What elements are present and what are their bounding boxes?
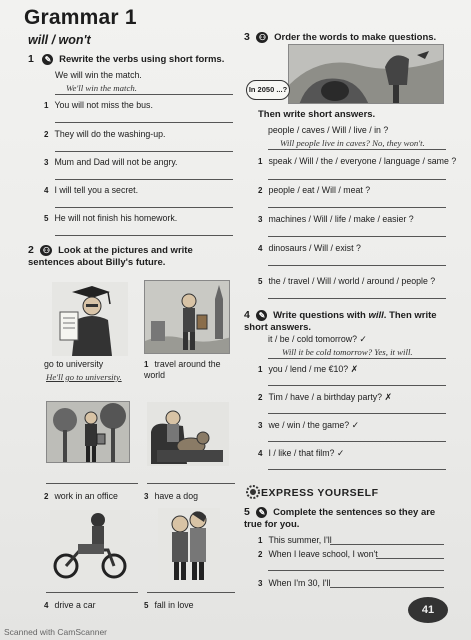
ex1-heading xyxy=(28,53,233,66)
ex2-caption-2: 2 work in an office xyxy=(44,491,118,501)
motorbike-picture xyxy=(50,510,130,580)
answer-line[interactable] xyxy=(55,235,233,236)
ex4-example: it / be / cold tomorrow? ✓ xyxy=(268,334,367,344)
ex3-item-5: 5 the / travel / Will / world / around / people ? xyxy=(258,276,436,286)
ex1-example-answer: We'll win the match. xyxy=(66,83,137,93)
pair-work-icon: ⚇ xyxy=(256,32,268,43)
ex1-item-1: 1 You will not miss the bus. xyxy=(44,100,153,110)
answer-line[interactable] xyxy=(147,592,235,593)
ex5-item-1: 1 This summer, I'll xyxy=(258,535,332,545)
answer-line[interactable] xyxy=(55,122,233,123)
ex3-number: 3 xyxy=(244,31,250,43)
pencil-icon: ✎ xyxy=(42,54,53,65)
ex5-item-2: 2 When I leave school, I won't xyxy=(258,549,378,559)
express-yourself-heading: EXPRESS YOURSELF xyxy=(261,487,379,499)
ex1-item-2: 2 They will do the washing-up. xyxy=(44,129,166,139)
ex2-instruction: Look at the pictures and write sentences about Billy's future. xyxy=(28,245,193,268)
ex3-item-2: 2 people / eat / Will / meat ? xyxy=(258,185,371,195)
traveler-picture xyxy=(144,280,230,354)
ex4-item-1: 1 you / lend / me €10? ✗ xyxy=(258,364,358,374)
answer-line xyxy=(55,94,233,95)
ex2-heading xyxy=(28,244,238,269)
ex1-item-5: 5 He will not finish his homework. xyxy=(44,213,178,223)
graduate-picture xyxy=(52,282,128,356)
answer-line[interactable] xyxy=(268,298,446,299)
ex1-example: We will win the match. xyxy=(55,70,142,80)
answer-line[interactable] xyxy=(376,558,444,559)
ex2-caption-3: 3 have a dog xyxy=(144,491,198,501)
answer-line[interactable] xyxy=(268,385,446,386)
pencil-icon: ✎ xyxy=(256,507,267,518)
ex1-item-4: 4 I will tell you a secret. xyxy=(44,185,139,195)
answer-line[interactable] xyxy=(268,265,446,266)
ex1-instruction: Rewrite the verbs using short forms. xyxy=(59,54,225,65)
answer-line[interactable] xyxy=(268,179,446,180)
answer-line[interactable] xyxy=(46,592,138,593)
ex3-heading xyxy=(244,31,459,44)
pencil-icon: ✎ xyxy=(256,310,267,321)
ex3-item-1: 1 speak / Will / the / everyone / language / same ? xyxy=(258,156,457,166)
answer-line[interactable] xyxy=(268,570,444,571)
answer-line xyxy=(268,358,446,359)
ex3-item-3: 3 machines / Will / life / make / easier ? xyxy=(258,214,414,224)
speech-bubble: In 2050 ...? xyxy=(246,80,290,100)
answer-line[interactable] xyxy=(330,587,444,588)
ex1-number: 1 xyxy=(28,53,34,65)
ex3-item-4: 4 dinosaurs / Will / exist ? xyxy=(258,243,361,253)
ex4-number: 4 xyxy=(244,309,250,321)
ex3-example-answer: Will people live in caves? No, they won't. xyxy=(280,138,425,148)
ex5-heading xyxy=(244,506,444,531)
office-picture xyxy=(46,401,130,463)
gear-icon xyxy=(244,483,262,501)
ex3-then-instruction: Then write short answers. xyxy=(258,109,376,120)
answer-line[interactable] xyxy=(55,179,233,180)
ex1-item-3: 3 Mum and Dad will not be angry. xyxy=(44,157,178,167)
ex4-item-3: 3 we / win / the game? ✓ xyxy=(258,420,359,430)
scanner-watermark: Scanned with CamScanner xyxy=(4,627,108,637)
ex2-example-answer: He'll go to university. xyxy=(46,372,122,382)
ex3-example: people / caves / Will / live / in ? xyxy=(268,125,389,135)
answer-line[interactable] xyxy=(147,483,235,484)
ex2-number: 2 xyxy=(28,244,34,256)
answer-line xyxy=(268,149,446,150)
ex2-caption-1: 1 travel around the world xyxy=(144,359,221,380)
ex4-item-4: 4 I / like / that film? ✓ xyxy=(258,448,345,458)
answer-line[interactable] xyxy=(46,483,138,484)
ex2-caption-4: 4 drive a car xyxy=(44,600,96,610)
ex5-instruction: Complete the sentences so they are true for you. xyxy=(244,507,436,530)
answer-line[interactable] xyxy=(268,236,446,237)
page-number-badge: 41 xyxy=(408,597,448,623)
answer-line[interactable] xyxy=(55,151,233,152)
answer-line[interactable] xyxy=(268,441,446,442)
answer-line[interactable] xyxy=(330,544,444,545)
answer-line[interactable] xyxy=(268,207,446,208)
pair-work-icon: ⚇ xyxy=(40,245,52,256)
answer-line[interactable] xyxy=(268,413,446,414)
ex2-example-caption: go to university xyxy=(44,359,104,369)
page-title: Grammar 1 xyxy=(24,6,137,29)
ex4-heading: 4 ✎ Write questions with will. Then write short answers. xyxy=(244,309,437,333)
ex3-instruction: Order the words to make questions. xyxy=(274,32,437,43)
grammar-topic: will / won't xyxy=(28,33,91,47)
ex4-example-answer: Will it be cold tomorrow? Yes, it will. xyxy=(282,347,413,357)
answer-line[interactable] xyxy=(55,207,233,208)
future-scene-picture xyxy=(288,44,444,104)
answer-line[interactable] xyxy=(268,469,446,470)
dog-picture xyxy=(147,402,229,466)
ex5-number: 5 xyxy=(244,506,250,518)
ex4-item-2: 2 Tim / have / a birthday party? ✗ xyxy=(258,392,392,402)
ex5-item-3: 3 When I'm 30, I'll xyxy=(258,578,331,588)
love-picture xyxy=(158,508,220,580)
ex2-caption-5: 5 fall in love xyxy=(144,600,194,610)
